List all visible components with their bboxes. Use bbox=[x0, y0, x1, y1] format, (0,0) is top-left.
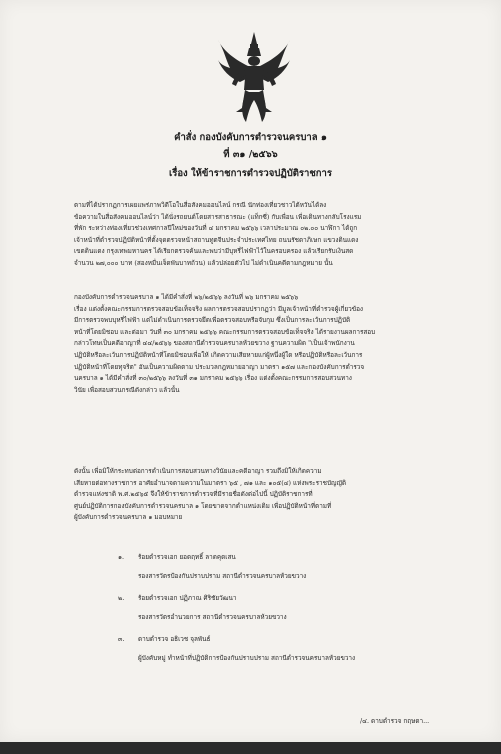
officer-number: ๓. bbox=[118, 635, 125, 643]
officer-name: ร้อยตำรวจเอก ยอดฤทธิ์ ลาดคุดเสน bbox=[138, 553, 236, 561]
order-number: ที่ ๓๑ /๒๕๖๖ bbox=[223, 149, 278, 160]
officer-item bbox=[74, 593, 454, 629]
officer-number: ๒. bbox=[118, 594, 125, 602]
officer-name: ดาบตำรวจ อธิเวช จุลพันธ์ bbox=[138, 635, 211, 643]
bottom-bar bbox=[0, 742, 501, 754]
officer-name: ร้อยตำรวจเอก ปฏิภาณ ศิริชัยวัฒนา bbox=[138, 594, 237, 602]
officer-item bbox=[74, 634, 454, 670]
officer-position: ผู้บังคับหมู่ ทำหน้าที่ปฏิบัติการป้องกันปราบปราม สถานีตำรวจนครบาลห้วยขวาง bbox=[138, 654, 356, 662]
continuation-note: /๔. ดาบตำรวจ กฤษดา... bbox=[360, 717, 430, 725]
officer-number: ๑. bbox=[118, 553, 125, 561]
officer-item bbox=[74, 552, 454, 588]
paragraph-order: ดังนั้น เพื่อมิให้กระทบต่อการดำเนินการสอบสวนทางวินัยและคดีอาญา รวมถึงมิให้เกิดความ เสียหายต่อทางราชการ อาศัยอำนาจตามความในมาตรา ๖๕ , ๗๑ และ ๑๐๕(๔) แห่งพระราชบัญญัติ ตำรวจแห่งชาติ พ.ศ.๒๕๖๕ จึงให้ข้าราชการตำรวจที่มีรายชื่อดังต่อไปนี้ ปฏิบัติราชการที่ ศูนย์ปฏิบัติการกองบังคับการตำรวจนครบาล ๑ โดยขาดจากตำแหน่งเดิม เพื่อปฏิบัติหน้าที่ตามที่ ผู้บังคับการตำรวจนครบาล ๑ มอบหมาย bbox=[74, 467, 347, 522]
officer-position: รองสารวัตรอำนวยการ สถานีตำรวจนครบาลห้วยขวาง bbox=[138, 613, 287, 621]
garuda-emblem-icon bbox=[216, 30, 292, 124]
order-title: คำสั่ง กองบังคับการตำรวจนครบาล ๑ bbox=[174, 132, 327, 143]
order-subject: เรื่อง ให้ข้าราชการตำรวจปฏิบัติราชการ bbox=[169, 168, 332, 179]
paragraph-investigation: กองบังคับการตำรวจนครบาล ๑ ได้มีคำสั่งที่ ๒๖/๒๕๖๖ ลงวันที่ ๒๖ มกราคม ๒๕๖๖ เรื่อง แต่งตั้งคณะกรรมการตรวจสอบข้อเท็จจริง ผลการตรวจสอบปรากฏว่า มีมูลเจ้าหน้าที่ตำรวจผู้เกี่ยวข้อง มีการตรวจพบบุหรี่ไฟฟ้า แต่ไม่ดำเนินการตรวจยึดเพื่อตรวจสอบหรือจับกุม ซึ่งเป็นการละเว้นการปฏิบัติ หน้าที่โดยมิชอบ และต่อมา วันที่ ๓๐ มกราคม ๒๕๖๖ คณะกรรมการตรวจสอบข้อเท็จจริง ได้รายงานผลการสอบ กล่าวโทษเป็นคดีอาญาที่ ๔๔/๒๕๖๖ ของสถานีตำรวจนครบาลห้วยขวาง ฐานความผิด "เป็นเจ้าพนักงาน ปฏิบัติหรือละเว้นการปฏิบัติหน้าที่โดยมิชอบเพื่อให้ เกิดความเสียหายแก่ผู้หนึ่งผู้ใด หรือปฏิบัติหรือละเว้นการ ปฏิบัติหน้าที่โดยทุจริต" อันเป็นความผิดตาม ประมวลกฎหมายอาญา มาตรา ๑๕๗ และกองบังคับการตำรวจ นครบาล ๑ ได้มีคำสั่งที่ ๓๐/๒๕๖๖ ลงวันที่ ๓๑ มกราคม ๒๕๖๖ เรื่อง แต่งตั้งคณะกรรมการสอบสวนทาง วินัย เพื่อสอบสวนกรณีดังกล่าว แล้วนั้น bbox=[74, 293, 376, 394]
officer-position: รองสารวัตรป้องกันปราบปราม สถานีตำรวจนครบาลห้วยขวาง bbox=[138, 572, 307, 580]
paragraph-background: ตามที่ได้ปรากฏการเผยแพร่ภาพวิดีโอในสื่อสังคมออนไลน์ กรณี นักท่องเที่ยวชาวไต้หวันได้ลง ข้อความในสื่อสังคมออนไลน์ว่า ได้นั่งรถยนต์โดยสารสาธารณะ (แท็กซี่) กับเพื่อน เพื่อเดินทางกลับโรงแรม ที่พัก ระหว่างท่องเที่ยวช่วงเทศกาลปีใหม่ของวันที่ ๔ มกราคม ๒๕๖๖ เวลาประมาณ ๐๒.๐๐ นาฬิกา ได้ถูก เจ้าหน้าที่ตำรวจปฏิบัติหน้าที่ตั้งจุดตรวจหน้าสถานทูตจีนประจำประเทศไทย ถนนรัชดาภิเษก แขวงดินแดง เขตดินแดง กรุงเทพมหานคร ได้เรียกตรวจค้นและพบว่ามีบุหรี่ไฟฟ้าไว้ในครอบครอง แล้วเรียกรับเงินสด จำนวน ๒๗,๐๐๐ บาท (สองหมื่นเจ็ดพันบาทถ้วน) แล้วปล่อยตัวไป ไม่ดำเนินคดีตามกฎหมาย นั้น bbox=[74, 201, 362, 267]
